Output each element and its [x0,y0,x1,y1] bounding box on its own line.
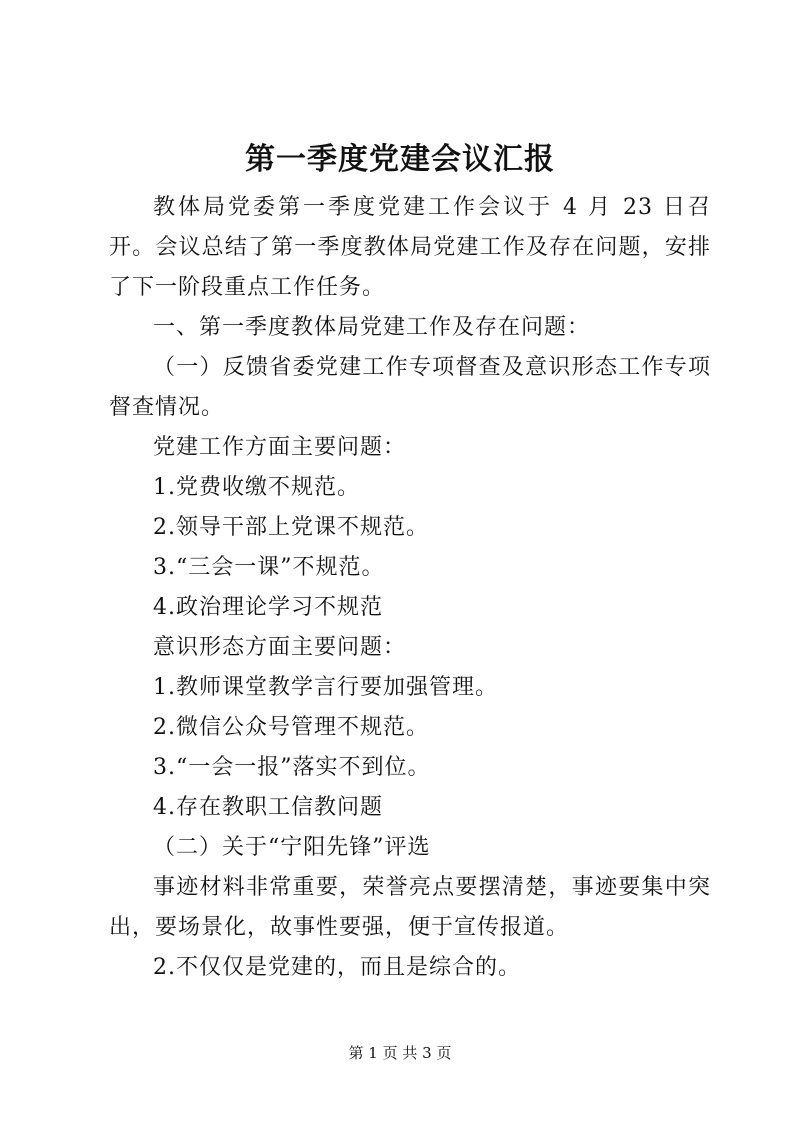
list-item: 3.“三会一课”不规范。 [153,555,385,580]
document-body [109,188,711,988]
list-item: 1.教师课堂教学言行要加强管理。 [153,675,498,700]
subsection-heading-2: （二）关于“宁阳先锋”评选 [153,835,431,860]
list-item: 2.领导干部上党课不规范。 [153,515,429,540]
subheading-ideology-issues: 意识形态方面主要问题： [153,635,407,660]
list-item: 2.微信公众号管理不规范。 [153,715,429,740]
list-item: 1.党费收缴不规范。 [153,475,360,500]
list-item: 2.不仅仅是党建的，而且是综合的。 [153,955,521,980]
list-item: 3.“一会一报”落实不到位。 [153,755,431,780]
paragraph-intro: 教体局党委第一季度党建工作会议于 4 月 23 日召开。会议总结了第一季度教体局党建工作及存在问题，安排了下一阶段重点工作任务。 [109,195,711,300]
list-item: 4.存在教职工信教问题 [153,795,383,820]
section-heading-1: 一、第一季度教体局党建工作及存在问题： [153,315,591,340]
page-footer: 第 1 页 共 3 页 [348,1044,452,1062]
subsection-heading-1: （一）反馈省委党建工作专项督查及意识形态工作专项督查情况。 [109,355,711,420]
document-title: 第一季度党建会议汇报 [245,142,555,177]
paragraph-materials: 事迹材料非常重要，荣誉亮点要摆清楚，事迹要集中突出，要场景化，故事性要强，便于宣传报道。 [109,875,711,940]
subheading-party-issues: 党建工作方面主要问题： [153,435,407,460]
list-item: 4.政治理论学习不规范 [153,595,383,620]
